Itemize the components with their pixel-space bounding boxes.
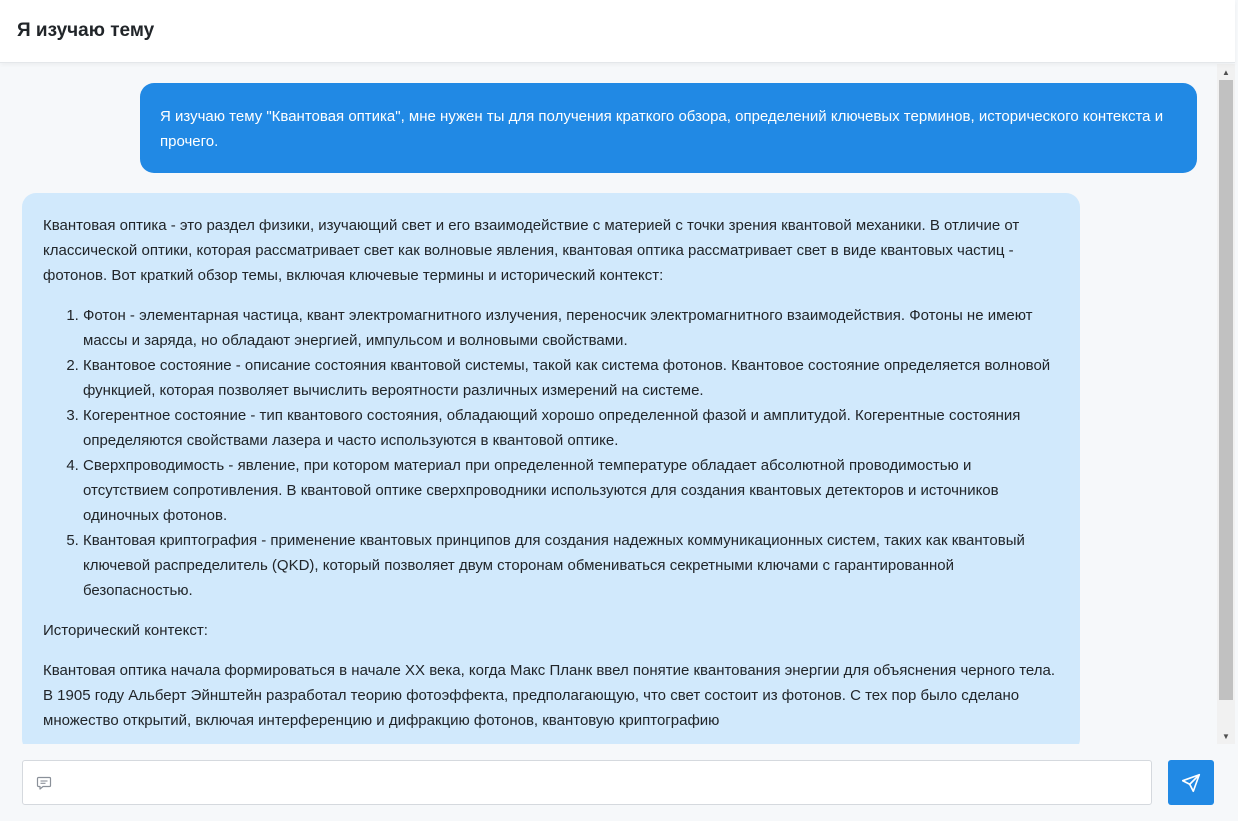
send-button[interactable] (1168, 760, 1214, 805)
list-item: 3. Когерентное состояние - тип квантового состояния, обладающий хорошо определенной фазой и амплитудой. Когерентные состояния определяются свойствами лазера и часто используются в квантовой оптике. (83, 403, 1059, 453)
message-input[interactable] (63, 761, 1143, 804)
terms-list (43, 303, 1059, 603)
scroll-thumb[interactable] (1219, 80, 1233, 700)
history-text: Квантовая оптика начала формироваться в начале XX века, когда Макс Планк ввел понятие квантования энергии для объяснения черного тела. В 1905 году Альберт Эйнштейн разработал теорию фотоэффекта, предполагающую, что свет состоит из фотонов. С тех пор было сделано множество открытий, включая интерференцию и дифракцию фотонов, квантовую криптографию (43, 662, 1056, 729)
composer (0, 744, 1235, 821)
chat-scrollbar[interactable] (1217, 64, 1235, 744)
list-item: 2. Квантовое состояние - описание состояния квантовой системы, такой как система фотонов. Квантовое состояние определяется волновой функцией, которая позволяет вычислить вероятности различных измерений на системе. (83, 353, 1059, 403)
chat-messages (0, 64, 1217, 744)
send-icon (1180, 772, 1202, 794)
page-title: Я изучаю тему (17, 20, 155, 41)
chat-area[interactable] (0, 64, 1235, 744)
user-message-text: Я изучаю тему "Квантовая оптика", мне нужен ты для получения краткого обзора, определений ключевых терминов, исторического контекста и прочего. (160, 108, 1164, 150)
list-item: 5. Квантовая криптография - применение квантовых принципов для создания надежных коммуникационных систем, таких как квантовый ключевой распределитель (QKD), который позволяет двум сторонам обмениваться секретными ключами с гарантированной безопасностью. (83, 528, 1059, 603)
assistant-intro: Квантовая оптика - это раздел физики, изучающий свет и его взаимодействие с материей с точки зрения квантовой механики. В отличие от классической оптики, которая рассматривает свет как волновые явления, квантовая оптика рассматривает свет в виде квантовых частиц - фотонов. Вот краткий обзор темы, включая ключевые термины и исторический контекст: (43, 217, 1020, 284)
assistant-message (22, 193, 1080, 744)
scroll-down-arrow-icon[interactable]: ▼ (1222, 731, 1230, 741)
message-input-box[interactable] (22, 760, 1152, 805)
history-heading: Исторический контекст: (43, 622, 208, 639)
scroll-up-arrow-icon[interactable]: ▲ (1222, 67, 1230, 77)
user-message (140, 83, 1197, 173)
message-icon (36, 775, 52, 791)
list-item: 1. Фотон - элементарная частица, квант электромагнитного излучения, переносчик электромагнитного взаимодействия. Фотоны не имеют массы и заряда, но обладают энергией, импульсом и волновыми свойствами. (83, 303, 1059, 353)
app-header (0, 0, 1235, 63)
list-item: 4. Сверхпроводимость - явление, при котором материал при определенной температуре обладает абсолютной проводимостью и отсутствием сопротивления. В квантовой оптике сверхпроводники используются для создания квантовых детекторов и источников одиночных фотонов. (83, 453, 1059, 528)
